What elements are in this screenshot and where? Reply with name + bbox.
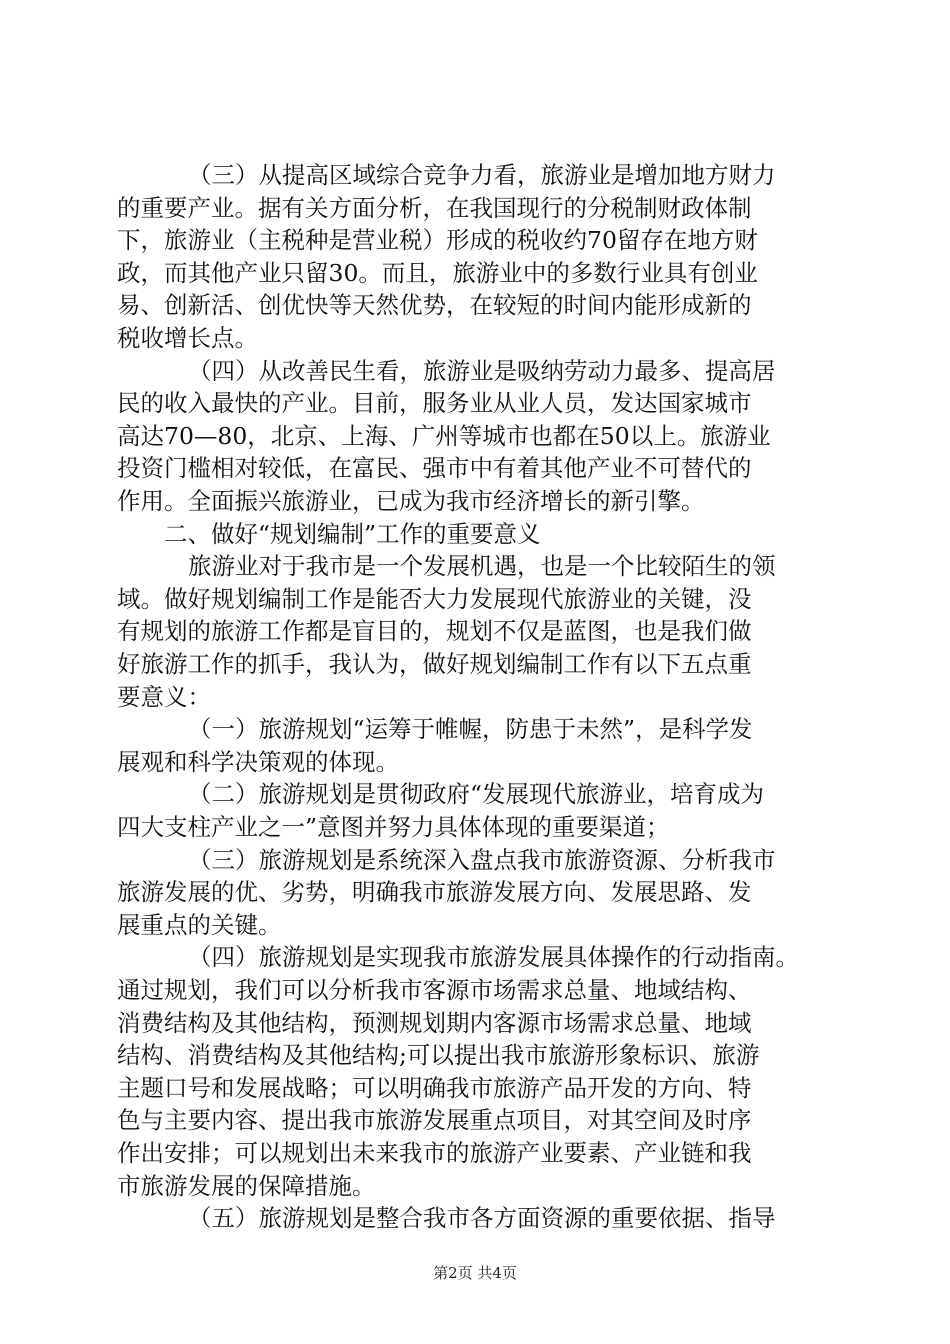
text-line: 民的收入最快的产业。目前，服务业从业人员，发达国家城市 [117, 389, 752, 418]
text-line: 消费结构及其他结构，预测规划期内客源市场需求总量、地域 [117, 1008, 752, 1037]
text-line: 要意义： [117, 682, 211, 711]
text-line: 结构、消费结构及其他结构;可以提出我市旅游形象标识、旅游 [117, 1041, 760, 1070]
text-line: 政，而其他产业只留30。而且，旅游业中的多数行业具有创业 [117, 258, 758, 287]
text-line: 旅游发展的优、劣势，明确我市旅游发展方向、发展思路、发 [117, 878, 752, 907]
text-line: （三）旅游规划是系统深入盘点我市旅游资源、分析我市 [188, 845, 776, 874]
text-line: 易、创新活、创优快等天然优势，在较短的时间内能形成新的 [117, 291, 752, 320]
text-line: （三）从提高区域综合竞争力看，旅游业是增加地方财力 [188, 161, 776, 189]
text-line: 展重点的关键。 [117, 910, 282, 939]
text-line: 有规划的旅游工作都是盲目的，规划不仅是蓝图，也是我们做 [117, 617, 752, 646]
text-line: 通过规划，我们可以分析我市客源市场需求总量、地域结构、 [117, 976, 752, 1004]
text-line: 色与主要内容、提出我市旅游发展重点项目，对其空间及时序 [117, 1106, 752, 1135]
text-line: 域。做好规划编制工作是能否大力发展现代旅游业的关键，没 [117, 584, 752, 613]
text-line: 作用。全面振兴旅游业，已成为我市经济增长的新引擎。 [117, 487, 705, 515]
text-line: （五）旅游规划是整合我市各方面资源的重要依据、指导 [188, 1204, 776, 1233]
text-line: 市旅游发展的保障措施。 [117, 1171, 376, 1200]
text-line: （一）旅游规划“运筹于帷幄，防患于未然”，是科学发 [188, 715, 753, 744]
text-line: 作出安排；可以规划出未来我市的旅游产业要素、产业链和我 [117, 1139, 752, 1167]
text-line: 主题口号和发展战略；可以明确我市旅游产品开发的方向、特 [117, 1073, 752, 1102]
text-line: 四大支柱产业之一”意图并努力具体体现的重要渠道； [117, 813, 670, 841]
text-line: 税收增长点。 [117, 324, 258, 352]
text-line: （四）从改善民生看，旅游业是吸纳劳动力最多、提高居 [188, 356, 776, 385]
text-line: 的重要产业。据有关方面分析，在我国现行的分税制财政体制 [117, 193, 752, 222]
text-line: 下，旅游业（主税种是营业税）形成的税收约70留存在地方财 [117, 226, 758, 255]
text-line: （四）旅游规划是实现我市旅游发展具体操作的行动指南。 [188, 943, 799, 972]
text-line: 展观和科学决策观的体现。 [117, 747, 399, 776]
section-heading: 二、做好“规划编制”工作的重要意义 [164, 519, 541, 548]
text-line: （二）旅游规划是贯彻政府“发展现代旅游业，培育成为 [188, 780, 765, 809]
text-line: 旅游业对于我市是一个发展机遇，也是一个比较陌生的领 [188, 552, 776, 581]
page-footer: 第2页 共4页 [433, 1264, 517, 1282]
text-line: 投资门槛相对较低，在富民、强市中有着其他产业不可替代的 [117, 454, 752, 483]
text-line: 好旅游工作的抓手，我认为，做好规划编制工作有以下五点重 [117, 650, 752, 678]
text-line: 高达70—80，北京、上海、广州等城市也都在50以上。旅游业 [117, 421, 771, 450]
